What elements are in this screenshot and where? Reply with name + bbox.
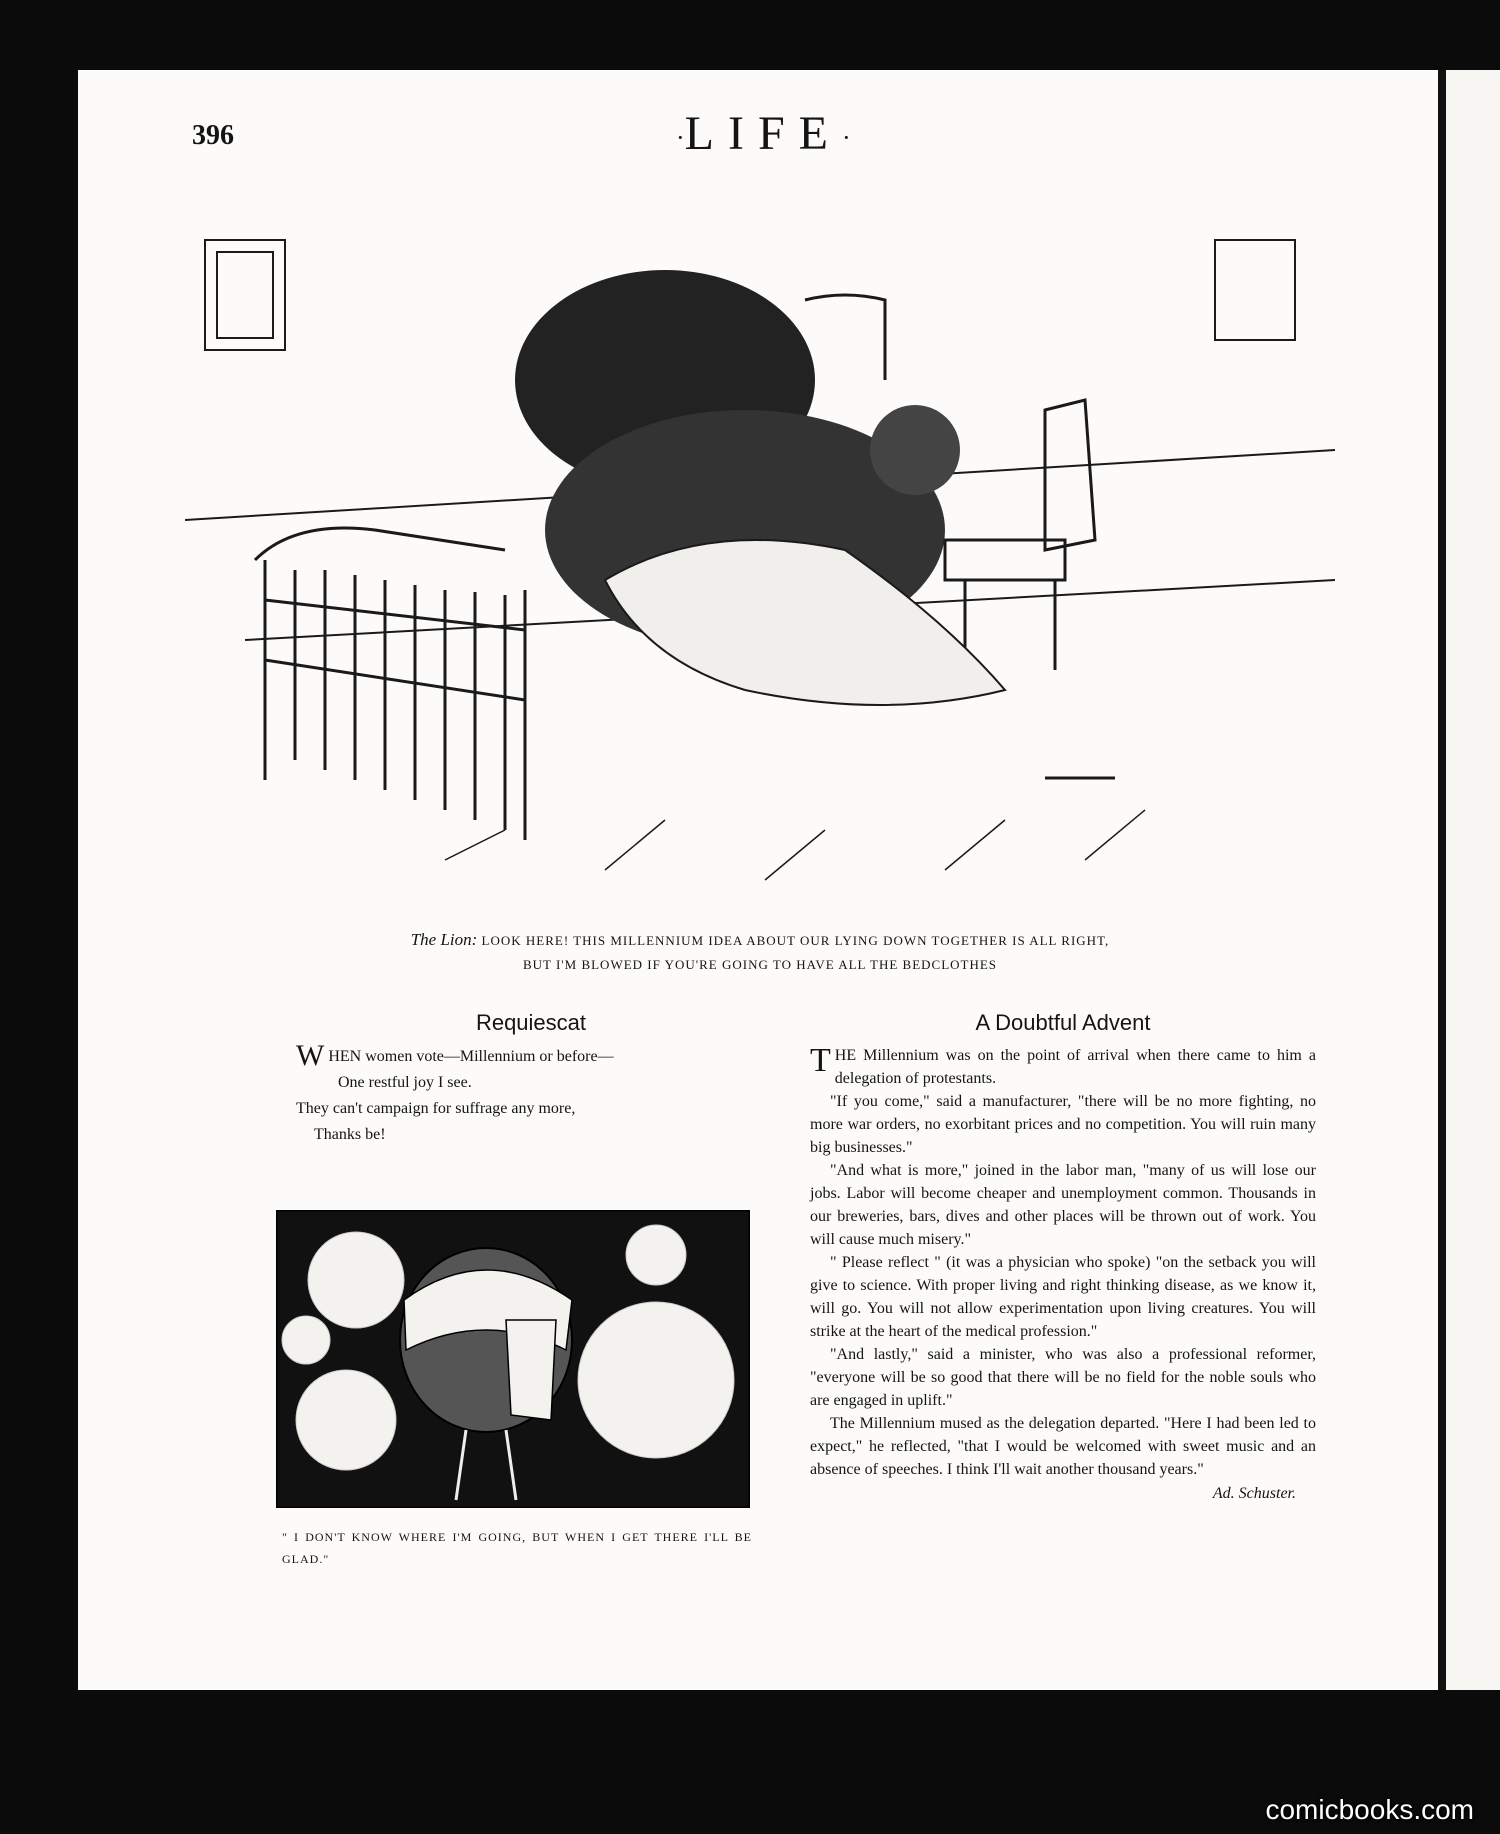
poem-line-4: Thanks be! (314, 1126, 386, 1143)
caption-line-1: LOOK HERE! THIS MILLENNIUM IDEA ABOUT OUR LYING DOWN TOGETHER IS ALL RIGHT, (481, 933, 1110, 948)
caption-speaker: The Lion: (410, 930, 478, 949)
advent-byline: Ad. Schuster. (1212, 1485, 1296, 1502)
poem-line-1: HEN women vote—Millennium or before— (328, 1048, 614, 1065)
poem-dropcap: W (296, 1039, 325, 1072)
cartoon-caption (190, 928, 1330, 977)
caption-line-2: BUT I'M BLOWED IF YOU'RE GOING TO HAVE ALL THE BEDCLOTHES (522, 957, 998, 972)
advent-paragraph-1: HE Millennium was on the point of arrival when there came to him a delegation of protestants. (834, 1047, 1316, 1087)
requiescat-title: Requiescat (475, 1010, 587, 1035)
small-cartoon-caption: " I DON'T KNOW WHERE I'M GOING, BUT WHEN I GET THERE I'LL BE GLAD." (282, 1530, 752, 1566)
advent-paragraph-5: "And lastly," said a minister, who was also a professional reformer, "everyone will be so good that there will be no field for the noble souls who are engaged in uplift." (810, 1346, 1316, 1409)
site-watermark: comicbooks.com (1265, 1794, 1474, 1825)
advent-title: A Doubtful Advent (975, 1010, 1151, 1035)
adjacent-page-edge (1446, 70, 1500, 1690)
advent-dropcap: T (810, 1042, 831, 1079)
poem-line-2: One restful joy I see. (338, 1074, 472, 1091)
bandaged-figure-cartoon (276, 1210, 750, 1508)
advent-paragraph-4: " Please reflect " (it was a physician who spoke) "on the setback you will give to science. With proper living and right thinking disease, as we know it, will go. You will not allow experimentation upon living creatures. You will strike at the heart of the medical profession." (810, 1254, 1316, 1340)
magazine-title: ·LIFE· (676, 107, 851, 160)
advent-paragraph-3: "And what is more," joined in the labor man, "many of us will lose our jobs. Labor will become cheaper and unemployment common. Thousands in our breweries, bars, dives and other places will be thrown out of work. You will cause much misery." (810, 1162, 1316, 1248)
requiescat-poem (296, 1010, 766, 1148)
doubtful-advent-article (810, 1010, 1316, 1503)
lion-bed-cartoon (185, 220, 1335, 910)
poem-line-3: They can't campaign for suffrage any more, (296, 1100, 576, 1117)
advent-paragraph-2: "If you come," said a manufacturer, "there will be no more fighting, no more war orders, no exorbitant prices and no competition. You will ruin many big businesses." (810, 1093, 1316, 1156)
page-number: 396 (192, 120, 234, 151)
advent-paragraph-6: The Millennium mused as the delegation departed. "Here I had been led to expect," he reflected, "that I would be welcomed with sweet music and an absence of speeches. I think I'll wait another thousand years." (810, 1415, 1316, 1478)
magazine-title-text: LIFE (684, 107, 842, 160)
page-gutter (1438, 70, 1446, 1690)
